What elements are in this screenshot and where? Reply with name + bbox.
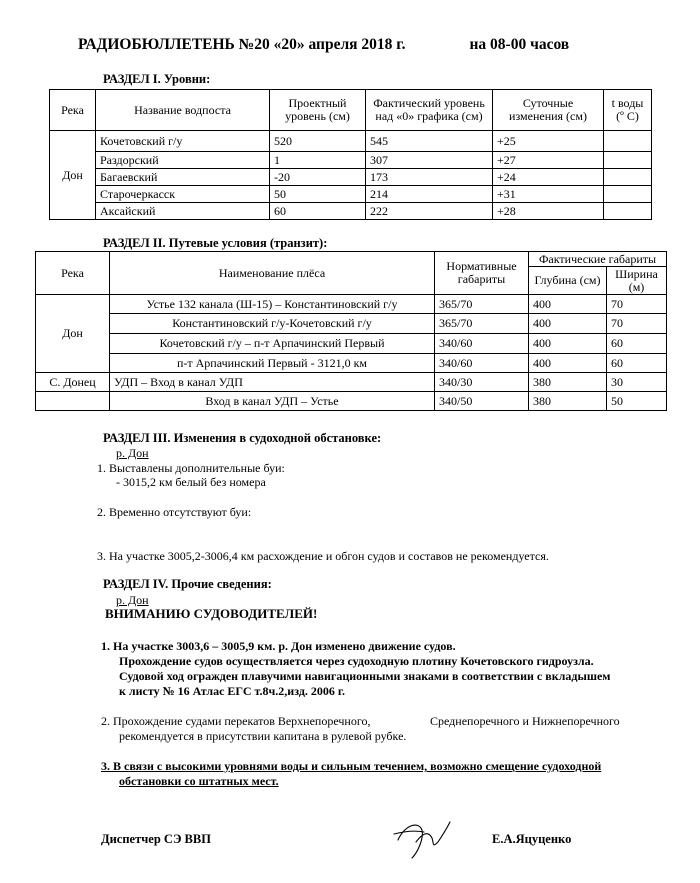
table-row [50, 169, 652, 186]
reach-cell: Константиновский г/у-Кочетовский г/у [110, 314, 435, 334]
notice2-line2: рекомендуется в присутствии капитана в рулевой рубке. [119, 729, 407, 743]
attention-heading: ВНИМАНИЮ СУДОВОДИТЕЛЕЙ! [105, 606, 318, 621]
notice3-line1: 3. В связи с высокими уровнями воды и сильным течением, возможно смещение судоходной [101, 759, 602, 773]
project-cell: 520 [270, 131, 366, 152]
river-cell: Дон [36, 295, 110, 373]
depth-cell: 400 [529, 354, 607, 373]
table-row [36, 354, 667, 373]
levels-header-row [50, 90, 652, 131]
table-row [36, 314, 667, 334]
section3-title: РАЗДЕЛ III. Изменения в судоходной обстановке: [103, 431, 382, 445]
col-actual-level: Фактический уровень над «0» графика (см) [366, 90, 493, 131]
table-row [50, 186, 652, 203]
change-cell: +24 [493, 169, 604, 186]
project-cell: 60 [270, 203, 366, 220]
reach-cell: УДП – Вход в канал УДП [110, 373, 435, 392]
notice2-line1a: 2. Прохождение судами перекатов Верхнепоречного, [101, 714, 371, 728]
depth-cell: 400 [529, 295, 607, 314]
table-row [36, 373, 667, 392]
change-cell: +27 [493, 152, 604, 169]
actual-cell: 222 [366, 203, 493, 220]
levels-table [49, 89, 652, 220]
actual-cell: 214 [366, 186, 493, 203]
temp-cell [604, 186, 652, 203]
col-actual-group: Фактические габариты [529, 252, 667, 267]
reach-cell: Кочетовский г/у – п-т Арпачинский Первый [110, 334, 435, 354]
col-river: Река [50, 90, 96, 131]
col-reach-name: Наименование плёса [110, 252, 435, 295]
width-cell: 60 [607, 354, 667, 373]
section3-item1-sub: - 3015,2 км белый без номера [116, 475, 266, 489]
norm-cell: 340/60 [435, 354, 529, 373]
post-cell: Старочеркасск [96, 186, 270, 203]
col-depth: Глубина (см) [529, 267, 607, 295]
col-project-level: Проектный уровень (см) [270, 90, 366, 131]
col-daily-change: Суточные изменения (см) [493, 90, 604, 131]
width-cell: 60 [607, 334, 667, 354]
transit-header-row [36, 252, 667, 267]
title-text: РАДИОБЮЛЛЕТЕНЬ №20 «20» апреля 2018 г. [78, 36, 406, 53]
change-cell: +28 [493, 203, 604, 220]
notice3-line2: обстановки со штатных мест. [119, 774, 279, 788]
notice1-line1: 1. На участке 3003,6 – 3005,9 км. р. Дон изменено движение судов. [101, 639, 456, 653]
river-cell: С. Донец [36, 373, 110, 392]
signature-icon [388, 812, 458, 862]
section4-river: р. Дон [116, 593, 149, 607]
table-row [36, 392, 667, 411]
table-row [50, 152, 652, 169]
temp-cell [604, 169, 652, 186]
post-cell: Багаевский [96, 169, 270, 186]
river-cell-empty [36, 392, 110, 411]
notice1-line4: к листу № 16 Атлас ЕГС т.8ч.2,изд. 2006 г. [119, 684, 345, 698]
notice2-line1b: Среднепоречного и Нижнепоречного [430, 714, 620, 728]
section1-title: РАЗДЕЛ I. Уровни: [103, 72, 211, 86]
section4-title: РАЗДЕЛ IV. Прочие сведения: [103, 577, 272, 591]
temp-cell [604, 131, 652, 152]
change-cell: +31 [493, 186, 604, 203]
width-cell: 30 [607, 373, 667, 392]
table-row [36, 295, 667, 314]
notice1-line2: Прохождение судов осуществляется через судоходную плотину Кочетовского гидроузла. [119, 654, 594, 668]
col-normative: Нормативные габариты [435, 252, 529, 295]
width-cell: 70 [607, 295, 667, 314]
section3-item2: 2. Временно отсутствуют буи: [97, 505, 252, 519]
reach-cell: Вход в канал УДП – Устье [110, 392, 435, 411]
title-time: на 08-00 часов [469, 36, 570, 53]
norm-cell: 365/70 [435, 314, 529, 334]
depth-cell: 400 [529, 334, 607, 354]
post-cell: Кочетовский г/у [96, 131, 270, 152]
bulletin-title [78, 36, 569, 54]
post-cell: Раздорский [96, 152, 270, 169]
actual-cell: 307 [366, 152, 493, 169]
norm-cell: 340/50 [435, 392, 529, 411]
norm-cell: 340/30 [435, 373, 529, 392]
change-cell: +25 [493, 131, 604, 152]
col-river: Река [36, 252, 110, 295]
table-row [36, 334, 667, 354]
river-cell: Дон [50, 131, 96, 220]
actual-cell: 173 [366, 169, 493, 186]
temp-cell [604, 152, 652, 169]
project-cell: -20 [270, 169, 366, 186]
depth-cell: 380 [529, 392, 607, 411]
norm-cell: 365/70 [435, 295, 529, 314]
notice1-line3: Судовой ход огражден плавучими навигационными знаками в соответствии с вкладышем [119, 669, 611, 683]
reach-cell: Устье 132 канала (Ш-15) – Константиновский г/у [110, 295, 435, 314]
norm-cell: 340/60 [435, 334, 529, 354]
dispatcher-label: Диспетчер СЭ ВВП [101, 832, 211, 846]
col-water-temp: t воды (º С) [604, 90, 652, 131]
section3-item3: 3. На участке 3005,2-3006,4 км расхождение и обгон судов и составов не рекомендуется. [97, 549, 549, 563]
project-cell: 50 [270, 186, 366, 203]
post-cell: Аксайский [96, 203, 270, 220]
section2-title: РАЗДЕЛ II. Путевые условия (транзит): [103, 236, 328, 250]
reach-cell: п-т Арпачинский Первый - 3121,0 км [110, 354, 435, 373]
col-width: Ширина (м) [607, 267, 667, 295]
signatory-name: Е.А.Яцуценко [492, 832, 572, 846]
col-post-name: Название водпоста [96, 90, 270, 131]
temp-cell [604, 203, 652, 220]
table-row [50, 131, 652, 152]
depth-cell: 380 [529, 373, 607, 392]
width-cell: 70 [607, 314, 667, 334]
section3-item1: 1. Выставлены дополнительные буи: [97, 461, 285, 475]
depth-cell: 400 [529, 314, 607, 334]
actual-cell: 545 [366, 131, 493, 152]
transit-table [35, 251, 667, 411]
project-cell: 1 [270, 152, 366, 169]
table-row [50, 203, 652, 220]
section3-river: р. Дон [116, 446, 149, 460]
width-cell: 50 [607, 392, 667, 411]
